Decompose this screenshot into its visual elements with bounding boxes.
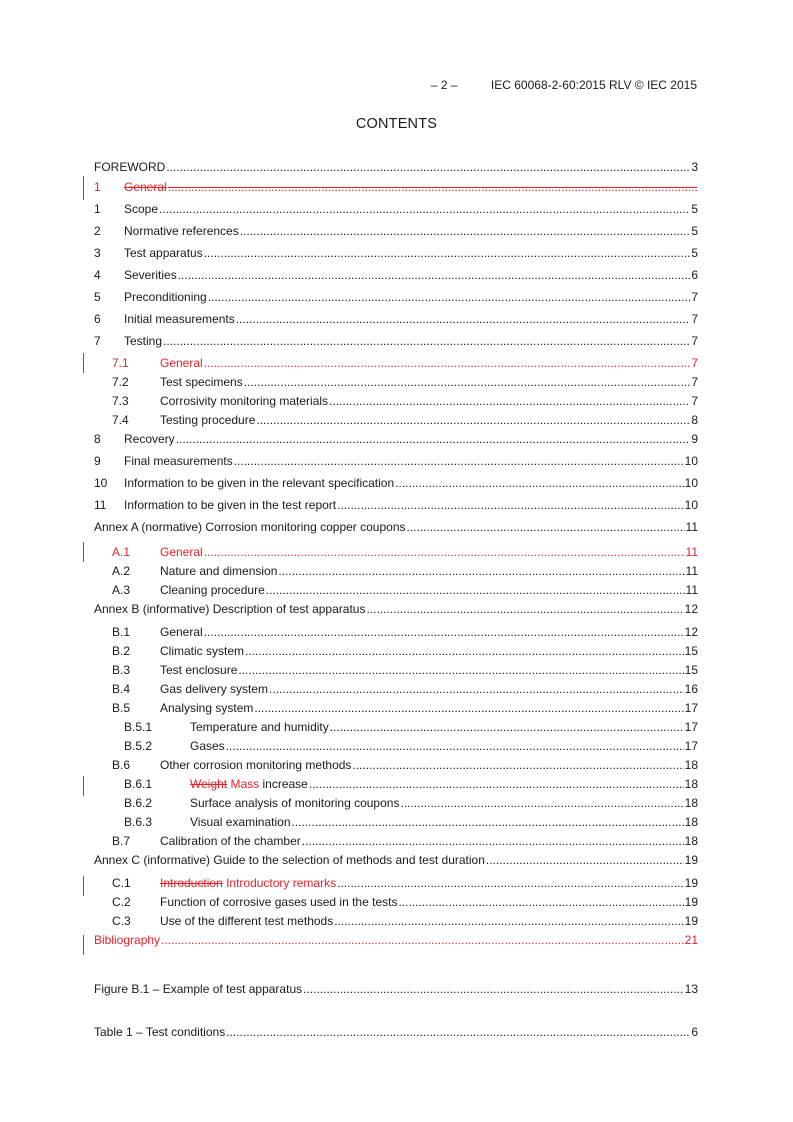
toc-entry-page: 9 — [691, 432, 698, 446]
toc-entry-deleted-text — [94, 180, 167, 194]
toc-entry-number: B.5 — [112, 701, 131, 715]
toc-entry-number: 11 — [94, 498, 107, 512]
toc-entry-information-relevant-specification[interactable] — [94, 472, 698, 490]
toc-entry-text: Test specimens — [160, 375, 243, 389]
toc-leader — [337, 876, 684, 890]
toc-entry-climatic-system[interactable] — [94, 640, 698, 658]
toc-entry-page: 15 — [684, 644, 698, 658]
toc-entry-text: Corrosivity monitoring materials — [160, 394, 329, 408]
toc-leader — [309, 777, 684, 791]
toc-entry-page: 12 — [684, 602, 698, 616]
toc-entry-number: 6 — [94, 312, 101, 326]
toc-entry-test-enclosure[interactable] — [94, 659, 698, 677]
toc-leader — [366, 602, 683, 616]
toc-entry-page: 19 — [684, 853, 698, 867]
toc-entry-number: B.7 — [112, 834, 131, 848]
toc-entry-number: B.6.2 — [124, 796, 153, 810]
toc-entry-text: Testing procedure — [160, 413, 256, 427]
toc-entry-other-corrosion-monitoring-methods[interactable] — [94, 754, 698, 772]
toc-entry-page: 18 — [684, 834, 698, 848]
toc-entry-page: 10 — [684, 476, 698, 490]
toc-entry-page: 16 — [684, 682, 698, 696]
toc-entry-visual-examination[interactable] — [94, 811, 698, 829]
toc-entry-text — [160, 876, 336, 890]
toc-entry-number: 10 — [94, 476, 108, 490]
list-of-figures-entry[interactable] — [94, 978, 698, 996]
toc-entry-text: Function of corrosive gases used in the tests — [160, 895, 398, 909]
toc-entry-number: C.1 — [112, 876, 131, 890]
toc-entry-text: Climatic system — [160, 644, 245, 658]
toc-entry-number: B.4 — [112, 682, 131, 696]
toc-entry-page: 11 — [685, 545, 698, 559]
toc-entry-text: Testing — [124, 334, 163, 348]
toc-leader — [334, 914, 683, 928]
toc-entry-text: Information to be given in the test report — [124, 498, 337, 512]
toc-leader — [163, 334, 690, 348]
toc-entry-page: 7 — [691, 356, 698, 370]
toc-leader — [407, 520, 685, 534]
toc-entry-test-specimens[interactable] — [94, 371, 698, 389]
toc-entry-text: Normative references — [124, 224, 239, 238]
toc-leader — [303, 982, 684, 996]
toc-leader — [486, 853, 684, 867]
toc-leader — [269, 682, 684, 696]
toc-entry-number: A.3 — [112, 583, 131, 597]
toc-entry-text: Initial measurements — [124, 312, 235, 326]
toc-entry-page: 11 — [685, 520, 698, 534]
toc-entry-number: 7.1 — [112, 356, 129, 370]
remaining-text: increase — [259, 777, 308, 791]
toc-entry-number: C.2 — [112, 895, 131, 909]
toc-entry-text: Visual examination — [190, 815, 291, 829]
toc-entry-text: Annex C (informative) Guide to the selection of methods and test duration — [94, 853, 485, 867]
toc-entry-testing-procedure[interactable] — [94, 409, 698, 427]
toc-entry-page: 17 — [684, 739, 698, 753]
toc-leader — [226, 1025, 690, 1039]
toc-entry-deleted-general — [94, 176, 698, 194]
toc-leader — [395, 476, 683, 490]
toc-entry-information-test-report[interactable] — [94, 494, 698, 512]
toc-entry-number: B.3 — [112, 663, 131, 677]
toc-entry-bibliography[interactable] — [94, 929, 698, 947]
toc-entry-page: 18 — [684, 758, 698, 772]
toc-entry-page: 7 — [691, 290, 698, 304]
toc-entry-page: 6 — [691, 268, 698, 282]
toc-entry-corrosivity-monitoring-materials[interactable] — [94, 390, 698, 408]
toc-entry-annex-c[interactable] — [94, 849, 698, 867]
toc-entry-page: 10 — [684, 454, 698, 468]
document-reference: IEC 60068-2-60:2015 RLV © IEC 2015 — [490, 78, 697, 92]
toc-entry-number: 2 — [94, 224, 101, 238]
toc-entry-number: 7.2 — [112, 375, 129, 389]
toc-entry-number: A.1 — [112, 545, 131, 559]
toc-leader — [204, 246, 691, 260]
toc-leader — [168, 180, 697, 194]
toc-entry-page: 7 — [691, 375, 698, 389]
toc-leader — [292, 815, 684, 829]
toc-entry-page: 5 — [691, 224, 698, 238]
toc-leader — [302, 834, 684, 848]
toc-entry-text: Other corrosion monitoring methods — [160, 758, 352, 772]
change-bar — [83, 776, 84, 796]
page-header — [0, 78, 697, 92]
toc-leader — [337, 498, 684, 512]
toc-leader — [278, 564, 684, 578]
toc-entry-foreword[interactable] — [94, 156, 698, 174]
toc-leader — [329, 394, 690, 408]
toc-entry-page: 7 — [691, 394, 698, 408]
toc-leader — [352, 758, 683, 772]
toc-leader — [234, 454, 684, 468]
toc-entry-page: 18 — [684, 777, 698, 791]
toc-entry-text: Calibration of the chamber — [160, 834, 301, 848]
toc-entry-text: General — [160, 625, 203, 639]
toc-entry-page: 17 — [684, 701, 698, 715]
toc-entry-testing-general[interactable] — [94, 352, 698, 370]
toc-entry-number: 7.4 — [112, 413, 129, 427]
toc-entry-number: 3 — [94, 246, 101, 260]
toc-entry-page: 21 — [684, 933, 698, 947]
toc-leader — [236, 312, 691, 326]
toc-entry-text: Test apparatus — [124, 246, 203, 260]
toc-entry-page: 11 — [685, 583, 698, 597]
toc-entry-text: Surface analysis of monitoring coupons — [190, 796, 400, 810]
toc-entry-number: B.5.2 — [124, 739, 153, 753]
toc-leader — [244, 375, 691, 389]
toc-leader — [204, 625, 684, 639]
toc-entry-gases[interactable] — [94, 735, 698, 753]
toc-entry-number: 7 — [94, 334, 101, 348]
toc-entry-annex-a-general[interactable] — [94, 541, 698, 559]
toc-entry-function-of-corrosive-gases[interactable] — [94, 891, 698, 909]
toc-entry-page: 18 — [684, 796, 698, 810]
toc-entry-page: 5 — [691, 202, 698, 216]
toc-entry-text: Temperature and humidity — [190, 720, 329, 734]
toc-entry-page: 6 — [691, 1025, 698, 1039]
toc-leader — [398, 895, 683, 909]
toc-entry-text — [190, 777, 308, 791]
toc-entry-temperature-and-humidity[interactable] — [94, 716, 698, 734]
toc-entry-text: Cleaning procedure — [160, 583, 265, 597]
toc-entry-number: B.1 — [112, 625, 131, 639]
toc-entry-text: Final measurements — [124, 454, 233, 468]
toc-entry-number: 7.3 — [112, 394, 129, 408]
toc-entry-text: Gas delivery system — [160, 682, 269, 696]
toc-entry-surface-analysis[interactable] — [94, 792, 698, 810]
inserted-text: Introductory remarks — [226, 876, 337, 890]
toc-entry-page: 19 — [684, 876, 698, 890]
toc-entry-page: 18 — [684, 815, 698, 829]
toc-entry-recovery[interactable] — [94, 428, 698, 446]
toc-entry-final-measurements[interactable] — [94, 450, 698, 468]
toc-leader — [266, 583, 685, 597]
toc-leader — [166, 160, 690, 174]
toc-entry-test-apparatus[interactable] — [94, 242, 698, 260]
toc-entry-text: General — [160, 356, 203, 370]
toc-leader — [254, 701, 683, 715]
toc-leader — [400, 796, 683, 810]
toc-entry-page: 10 — [684, 498, 698, 512]
toc-entry-number: B.2 — [112, 644, 131, 658]
deleted-text: Introduction — [160, 876, 223, 890]
toc-leader — [176, 432, 691, 446]
toc-entry-page: 7 — [691, 334, 698, 348]
toc-entry-annex-b[interactable] — [94, 598, 698, 616]
toc-entry-number: B.6.1 — [124, 777, 153, 791]
toc-entry-text: Test enclosure — [160, 663, 238, 677]
toc-leader — [204, 356, 691, 370]
toc-entry-number: 5 — [94, 290, 101, 304]
page-title: CONTENTS — [355, 116, 438, 132]
toc-entry-number: B.6.3 — [124, 815, 153, 829]
toc-entry-number: 1 — [94, 180, 101, 194]
toc-entry-number: B.5.1 — [124, 720, 153, 734]
deleted-text: Weight — [190, 777, 228, 791]
change-bar — [83, 876, 84, 896]
toc-entry-text: Information to be given in the relevant specification — [124, 476, 395, 490]
toc-leader — [208, 290, 691, 304]
toc-leader — [245, 644, 684, 658]
toc-entry-page: 5 — [691, 246, 698, 260]
toc-entry-severities[interactable] — [94, 264, 698, 282]
toc-entry-page: 11 — [685, 564, 698, 578]
toc-entry-text: Use of the different test methods — [160, 914, 334, 928]
toc-entry-page: 13 — [684, 982, 698, 996]
toc-leader — [161, 933, 684, 947]
toc-entry-text: Gases — [190, 739, 225, 753]
toc-entry-number: C.3 — [112, 914, 131, 928]
toc-entry-text: General — [160, 545, 203, 559]
toc-entry-page: 12 — [684, 625, 698, 639]
toc-entry-page: 15 — [684, 663, 698, 677]
toc-entry-mass-increase[interactable] — [94, 773, 698, 791]
toc-entry-calibration-of-chamber[interactable] — [94, 830, 698, 848]
toc-entry-annex-b-general[interactable] — [94, 621, 698, 639]
toc-entry-cleaning-procedure[interactable] — [94, 579, 698, 597]
change-bar — [83, 542, 84, 562]
toc-entry-analysing-system[interactable] — [94, 697, 698, 715]
toc-entry-text: Severities — [124, 268, 177, 282]
toc-entry-number: 1 — [94, 202, 101, 216]
toc-entry-text: Figure B.1 – Example of test apparatus — [94, 982, 303, 996]
toc-leader — [238, 663, 683, 677]
toc-leader — [204, 545, 685, 559]
toc-entry-title: General — [124, 180, 167, 194]
toc-entry-annex-a[interactable] — [94, 516, 698, 534]
change-bar — [83, 176, 84, 200]
toc-entry-number: A.2 — [112, 564, 131, 578]
toc-entry-number: 4 — [94, 268, 101, 282]
toc-entry-page: 19 — [684, 914, 698, 928]
inserted-text: Mass — [230, 777, 260, 791]
page-number: – 2 – — [430, 78, 458, 92]
toc-entry-number: B.6 — [112, 758, 131, 772]
toc-entry-text: Nature and dimension — [160, 564, 278, 578]
toc-leader — [330, 720, 684, 734]
toc-entry-text: Analysing system — [160, 701, 254, 715]
toc-entry-preconditioning[interactable] — [94, 286, 698, 304]
toc-entry-text: Scope — [124, 202, 159, 216]
toc-entry-text: Bibliography — [94, 933, 161, 947]
toc-entry-use-of-test-methods[interactable] — [94, 910, 698, 928]
toc-entry-text: Recovery — [124, 432, 175, 446]
change-bar — [83, 353, 84, 373]
toc-entry-page: 19 — [684, 895, 698, 909]
toc-entry-page: 3 — [691, 160, 698, 174]
toc-entry-page: 17 — [684, 720, 698, 734]
toc-entry-text: Preconditioning — [124, 290, 207, 304]
toc-entry-initial-measurements[interactable] — [94, 308, 698, 326]
toc-leader — [240, 224, 691, 238]
toc-entry-introductory-remarks[interactable] — [94, 872, 698, 890]
toc-entry-text: Annex B (informative) Description of test apparatus — [94, 602, 366, 616]
toc-entry-testing[interactable] — [94, 330, 698, 348]
toc-entry-text: Annex A (normative) Corrosion monitoring copper coupons — [94, 520, 406, 534]
toc-entry-nature-and-dimension[interactable] — [94, 560, 698, 578]
toc-entry-text: FOREWORD — [94, 160, 166, 174]
toc-entry-text: Table 1 – Test conditions — [94, 1025, 226, 1039]
toc-leader — [226, 739, 684, 753]
toc-entry-page: 8 — [691, 413, 698, 427]
toc-leader — [178, 268, 691, 282]
toc-leader — [256, 413, 690, 427]
toc-entry-scope[interactable] — [94, 198, 698, 216]
toc-entry-page: 7 — [691, 312, 698, 326]
toc-entry-number: 9 — [94, 454, 101, 468]
change-bar — [83, 935, 84, 955]
toc-leader — [159, 202, 690, 216]
toc-entry-normative-references[interactable] — [94, 220, 698, 238]
toc-entry-gas-delivery-system[interactable] — [94, 678, 698, 696]
list-of-tables-entry[interactable] — [94, 1021, 698, 1039]
toc-entry-number: 8 — [94, 432, 101, 446]
